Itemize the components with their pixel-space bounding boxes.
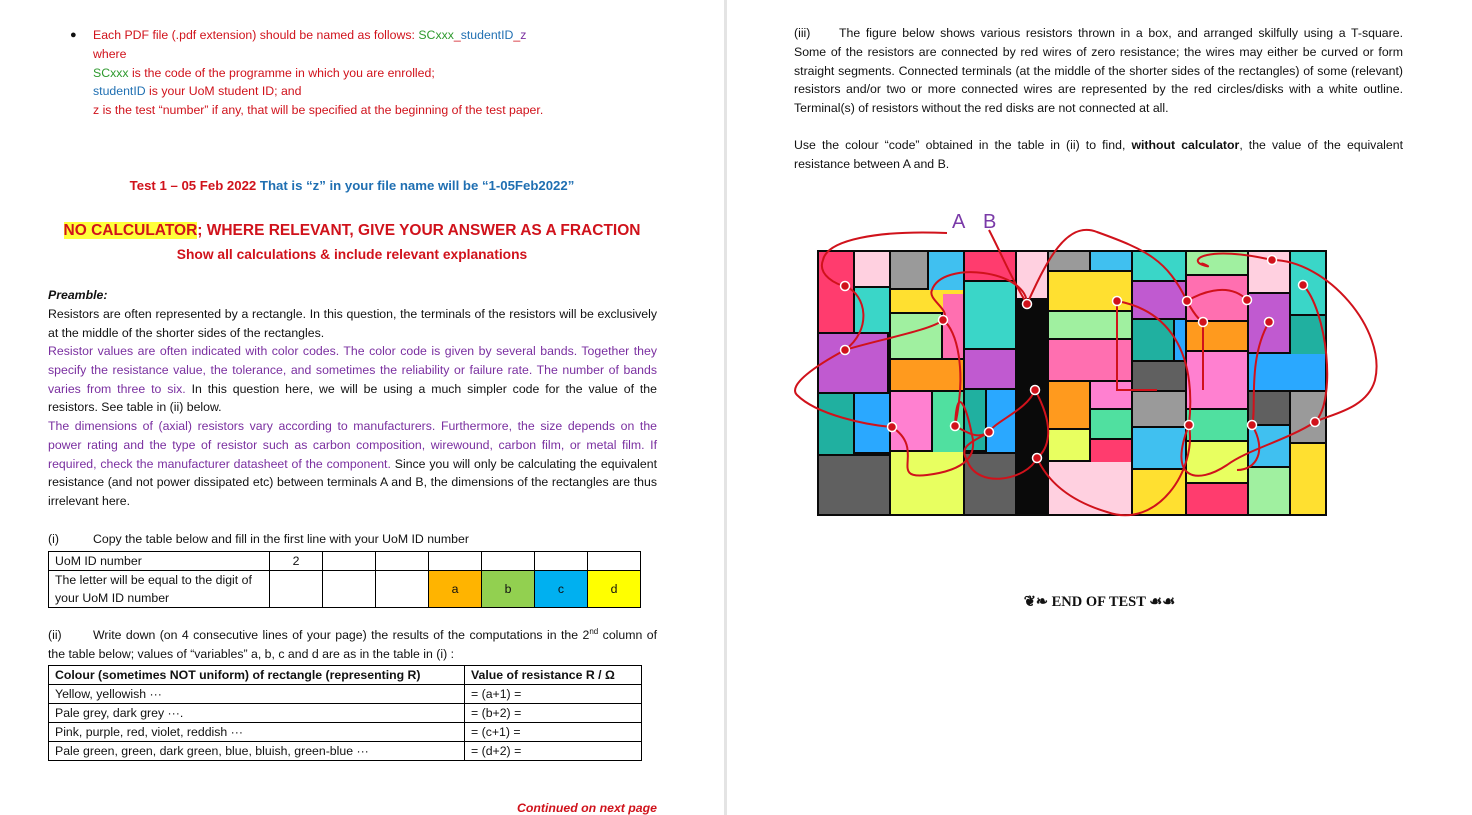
uom-id-digit-1: 2 [270, 552, 323, 571]
node [1113, 297, 1122, 306]
letter-cell-b: b [482, 571, 535, 608]
resistor-tile [1133, 362, 1185, 390]
bullet-dot: ● [70, 29, 77, 41]
node [1265, 318, 1274, 327]
letter-cell-c: c [535, 571, 588, 608]
terminal-b-label: B [983, 211, 997, 233]
end-of-test: ❦❧ END OF TEST ☙☙ [1023, 594, 1176, 610]
value-cell: = (a+1) = [465, 685, 642, 704]
preamble-title: Preamble: [48, 288, 108, 302]
preamble-paragraph-3: The dimensions of (axial) resistors vary according to manufacturers. Furthermore, the size depends on the power rating and the type of resistor such as carbon composition, wirewound, carbon film, or metal film. If required, check the manufacturer datasheet of the component. Since you will only be calculating the equivalent resistance (and not power dissipated etc) between terminals A and B, the dimensions of the rectangles are thus irrelevant here. [48, 419, 657, 509]
node [1023, 300, 1032, 309]
naming-line-5: z is the test “number” if any, that will be specified at the beginning of the test paper. [93, 103, 544, 118]
uom-id-table [48, 551, 641, 608]
resistor-tile [965, 282, 1015, 348]
resistor-tile [1133, 252, 1185, 280]
colour-cell: Pale green, green, dark green, blue, bluish, green-blue ··· [49, 742, 465, 761]
resistor-tile [1249, 354, 1325, 390]
resistor-tile [1049, 430, 1089, 460]
resistor-tile [1187, 276, 1247, 320]
uom-id-digit-7 [588, 552, 641, 571]
preamble-paragraph-1: Resistors are often represented by a rectangle. In this question, the terminals of the resistors will be exclusively at the middle of the shorter sides of the rectangles. [48, 307, 657, 340]
node [1248, 421, 1257, 430]
value-cell: = (b+2) = [465, 704, 642, 723]
test-title: Test 1 – 05 Feb 2022 That is “z” in your file name will be “1-05Feb2022” [129, 178, 575, 193]
letter-cell-empty-1 [270, 571, 323, 608]
resistor-tile [1291, 252, 1325, 314]
resistor-tile [965, 350, 1015, 388]
node [1183, 297, 1192, 306]
table-row [49, 704, 642, 723]
resistor-tile [1091, 382, 1131, 408]
uom-id-digit-2 [323, 552, 376, 571]
uom-id-row [49, 552, 641, 571]
resistor-tile [1291, 444, 1325, 514]
resistor-tile [1133, 470, 1185, 514]
show-calculations-note: Show all calculations & include relevant explanations [176, 247, 528, 262]
resistor-tile [1187, 322, 1247, 350]
question-2-number: (ii) [48, 628, 62, 642]
resistor-tile [943, 294, 963, 358]
colour-cell: Pink, purple, red, violet, reddish ··· [49, 723, 465, 742]
resistor-tile [891, 392, 931, 450]
letter-row-label: The letter will be equal to the digit of your UoM ID number [49, 571, 270, 608]
node [841, 346, 850, 355]
node [1185, 421, 1194, 430]
terminal-a-label: A [952, 211, 966, 233]
resistor-tile [819, 456, 889, 514]
resistor-tile [1049, 340, 1131, 380]
resistor-tile [1187, 252, 1247, 274]
letter-cell-empty-3 [376, 571, 429, 608]
node [1268, 256, 1277, 265]
colour-cell: Yellow, yellowish ··· [49, 685, 465, 704]
node [1299, 281, 1308, 290]
node [951, 422, 960, 431]
resistor-tile [965, 454, 1015, 514]
resistor-tile [819, 394, 853, 454]
header-colour: Colour (sometimes NOT uniform) of rectangle (representing R) [49, 666, 465, 685]
resistor-tile [1049, 382, 1089, 428]
naming-line-2: where [93, 46, 127, 61]
naming-line-4: studentID is your UoM student ID; and [93, 84, 302, 99]
question-1-number: (i) [48, 532, 59, 546]
table-row [49, 723, 642, 742]
letter-row [49, 571, 641, 608]
resistor-tile [1249, 392, 1289, 424]
node [1311, 418, 1320, 427]
resistor-tile [1249, 468, 1289, 514]
resistance-table [48, 665, 642, 761]
uom-id-digit-6 [535, 552, 588, 571]
resistor-tile [891, 252, 927, 288]
resistance-table-header [49, 666, 642, 685]
naming-line-3: SCxxx is the code of the programme in which you are enrolled; [93, 65, 435, 80]
resistor-tile [891, 452, 963, 514]
question-2-text: Write down (on 4 consecutive lines of your page) the results of the computations in the 2nd column of the table below; values of “variables” a, b, c and d are as in the table in (i) : [48, 626, 657, 661]
naming-line-1: Each PDF file (.pdf extension) should be named as follows: SCxxx_studentID_z [93, 28, 527, 42]
resistor-circuit-figure [727, 200, 1472, 530]
instruction-paragraph: Use the colour “code” obtained in the table in (ii) to find, without calculator, the value of the equivalent resistance between A and B. [794, 138, 1404, 171]
table-row [49, 685, 642, 704]
resistor-tile [891, 360, 963, 390]
node [888, 423, 897, 432]
resistor-tile [1133, 428, 1185, 468]
colour-cell: Pale grey, dark grey ···. [49, 704, 465, 723]
resistor-tile [1133, 320, 1173, 360]
uom-id-label: UoM ID number [49, 552, 270, 571]
node [1199, 318, 1208, 327]
resistor-tile [1091, 410, 1131, 438]
node [841, 282, 850, 291]
resistor-tile [1091, 252, 1131, 270]
continued-note: Continued on next page [516, 801, 657, 815]
resistor-tile [1133, 282, 1185, 318]
no-calculator-heading: NO CALCULATOR; WHERE RELEVANT, GIVE YOUR ANSWER AS A FRACTION [63, 222, 641, 239]
preamble-paragraph-2: Resistor values are often indicated with color codes. The color code is given by several bands. Together they specify the resistance value, the tolerance, and sometimes the reliability or failure rate. The number of bands varies from three to six. In this question here, we will be using a much simpler code for the value of the resistors. See table in (ii) below. [48, 344, 657, 415]
resistor-tiles [819, 252, 1325, 514]
uom-id-digit-5 [482, 552, 535, 571]
letter-cell-d: d [588, 571, 641, 608]
value-cell: = (d+2) = [465, 742, 642, 761]
question-1-text: Copy the table below and fill in the first line with your UoM ID number [93, 532, 469, 546]
resistor-tile [855, 252, 889, 286]
node [985, 428, 994, 437]
value-cell: = (c+1) = [465, 723, 642, 742]
node [939, 316, 948, 325]
resistor-tile [1187, 410, 1247, 440]
resistor-tile [1187, 484, 1247, 514]
uom-id-digit-4 [429, 552, 482, 571]
letter-cell-a: a [429, 571, 482, 608]
resistor-tile [1049, 312, 1131, 338]
question-3-text: The figure below shows various resistors thrown in a box, and arranged skilfully using a T-square. Some of the resistors are connected by red wires of zero resistance; the wires may either be curved or form straight segments. Connected terminals (at the middle of the shorter sides of the rectangles) of some (relevant) resistors and/or two or more connected wires are represented by the red circles/disks with a white outline. Terminal(s) of resistors without the red disks are not connected at all. [794, 26, 1403, 116]
table-row [49, 742, 642, 761]
right-page [727, 0, 1472, 815]
question-3-number: (iii) [794, 26, 811, 40]
resistor-tile [1133, 392, 1185, 426]
resistor-tile [1049, 252, 1089, 270]
header-value: Value of resistance R / Ω [465, 666, 642, 685]
node [1033, 454, 1042, 463]
resistor-tile [1187, 352, 1247, 408]
resistor-tile [855, 288, 889, 332]
letter-cell-empty-2 [323, 571, 376, 608]
left-page [0, 0, 724, 815]
resistor-tile [819, 252, 853, 332]
naming-instructions [93, 26, 693, 120]
node [1031, 386, 1040, 395]
uom-id-digit-3 [376, 552, 429, 571]
node [1243, 296, 1252, 305]
